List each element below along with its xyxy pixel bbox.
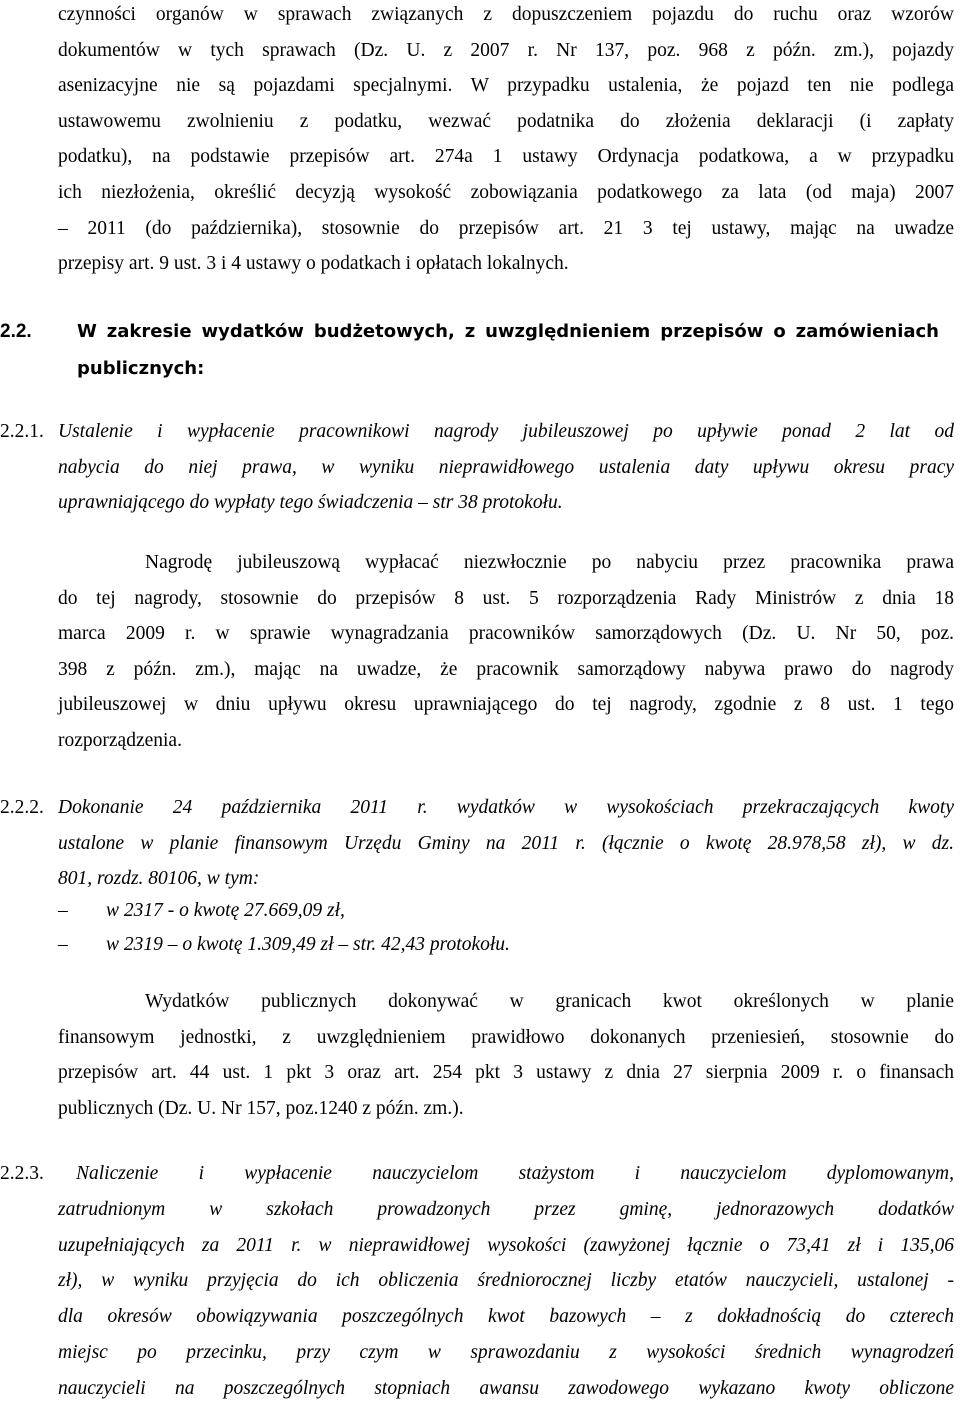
text-line: Dokonanie 24 października 2011 r. wydatków w wysokościach przekraczających kwoty bbox=[58, 797, 954, 818]
finding-number: 2.2.1. bbox=[0, 421, 44, 442]
finding-text bbox=[58, 1156, 954, 1407]
text-line: – 2011 (do października), stosownie do przepisów art. 21 3 tej ustawy, mając na uwadze bbox=[58, 217, 954, 239]
dash-bullet: – bbox=[58, 934, 68, 955]
text-line: ustawowemu zwolnieniu z podatku, wezwać podatnika do złożenia deklaracji (i zapłaty bbox=[58, 110, 954, 132]
text-line: 801, rozdz. 80106, w tym: bbox=[58, 868, 260, 890]
text-line: Wydatków publicznych dokonywać w granicach kwot określonych w planie bbox=[145, 991, 954, 1012]
text-line: finansowym jednostki, z uwzględnieniem prawidłowo dokonanych przeniesień, stosownie do bbox=[58, 1026, 954, 1048]
text-line: ustalone w planie finansowym Urzędu Gminy na 2011 r. (łącznie o kwotę 28.978,58 zł), w dz. bbox=[58, 832, 954, 854]
list-item-text: w 2317 - o kwotę 27.669,09 zł, bbox=[106, 900, 345, 921]
text-line: ich niezłożenia, określić decyzją wysokość zobowiązania podatkowego za lata (od maja) 2007 bbox=[58, 181, 954, 203]
text-line: Naliczenie i wypłacenie nauczycielom stażystom i nauczycielom dyplomowanym, bbox=[76, 1163, 954, 1184]
text-line: nauczycieli na poszczególnych stopniach awansu zawodowego wykazano kwoty obliczone bbox=[58, 1377, 954, 1399]
text-line: przepisy art. 9 ust. 3 i 4 ustawy o podatkach i opłatach lokalnych. bbox=[58, 253, 569, 275]
text-line: uzupełniających za 2011 r. w nieprawidłowej wysokości (zawyżonej łącznie o 73,41 zł i 135,06 bbox=[58, 1234, 954, 1256]
text-line: publicznych (Dz. U. Nr 157, poz.1240 z późn. zm.). bbox=[58, 1097, 464, 1119]
text-line: zatrudnionym w szkołach prowadzonych przez gminę, jednorazowych dodatków bbox=[58, 1198, 954, 1220]
text-line: marca 2009 r. w sprawie wynagradzania pracowników samorządowych (Dz. U. Nr 50, poz. bbox=[58, 623, 954, 645]
text-line: rozporządzenia. bbox=[58, 729, 182, 751]
text-line: uprawniającego do wypłaty tego świadczenia – str 38 protokołu. bbox=[58, 492, 563, 514]
finding-number: 2.2.3. bbox=[0, 1163, 44, 1184]
text-line: przepisów art. 44 ust. 1 pkt 3 oraz art. 254 pkt 3 ustawy z dnia 27 sierpnia 2009 r. o finansach bbox=[58, 1062, 954, 1084]
finding-text bbox=[58, 790, 954, 897]
text-line: dokumentów w tych sprawach (Dz. U. z 2007 r. Nr 137, poz. 968 z późn. zm.), pojazdy bbox=[58, 39, 954, 61]
text-line: dla okresów obowiązywania poszczególnych kwot bazowych – z dokładnością do czterech bbox=[58, 1306, 954, 1328]
finding-text bbox=[58, 414, 954, 521]
section-number: 2.2. bbox=[0, 321, 32, 342]
text-line: 398 z późn. zm.), mając na uwadze, że pracownik samorządowy nabywa prawo do nagrody bbox=[58, 658, 954, 680]
finding-number: 2.2.2. bbox=[0, 797, 44, 818]
text-line: miejsc po przecinku, przy czym w sprawozdaniu z wysokości średnich wynagrodzeń bbox=[58, 1341, 954, 1363]
text-line: jubileuszowej w dniu upływu okresu uprawniającego do tej nagrody, zgodnie z 8 ust. 1 tego bbox=[58, 694, 954, 716]
section-heading-line: publicznych: bbox=[77, 358, 205, 379]
recommendation-public-expenditure bbox=[58, 984, 954, 1126]
text-line: do tej nagrody, stosownie do przepisów 8 ust. 5 rozporządzenia Rady Ministrów z dnia 18 bbox=[58, 587, 954, 609]
text-line: Ustalenie i wypłacenie pracownikowi nagrody jubileuszowej po upływie ponad 2 lat od bbox=[58, 421, 954, 442]
paragraph-vehicle-tax bbox=[58, 0, 954, 282]
list-item bbox=[58, 893, 558, 929]
list-item bbox=[58, 927, 558, 963]
dash-bullet: – bbox=[58, 900, 68, 921]
text-line: asenizacyjne nie są pojazdami specjalnymi. W przypadku ustalenia, że pojazd ten nie podlega bbox=[58, 75, 954, 97]
section-heading-line: W zakresie wydatków budżetowych, z uwzględnieniem przepisów o zamówieniach bbox=[77, 321, 939, 342]
recommendation-jubilee-award bbox=[58, 545, 954, 759]
text-line: podatku), na podstawie przepisów art. 274a 1 ustawy Ordynacja podatkowa, a w przypadku bbox=[58, 146, 954, 168]
text-line: Nagrodę jubileuszową wypłacać niezwłocznie po nabyciu przez pracownika prawa bbox=[145, 552, 954, 573]
list-item-text: w 2319 – o kwotę 1.309,49 zł – str. 42,43 protokołu. bbox=[106, 934, 510, 955]
text-line: nabycia do niej prawa, w wyniku nieprawidłowego ustalenia daty upływu okresu pracy bbox=[58, 456, 954, 478]
text-line: zł), w wyniku przyjęcia do ich obliczenia średniorocznej liczby etatów nauczycieli, ustalonej - bbox=[58, 1270, 954, 1292]
text-line: czynności organów w sprawach związanych z dopuszczeniem pojazdu do ruchu oraz wzorów bbox=[58, 4, 954, 25]
